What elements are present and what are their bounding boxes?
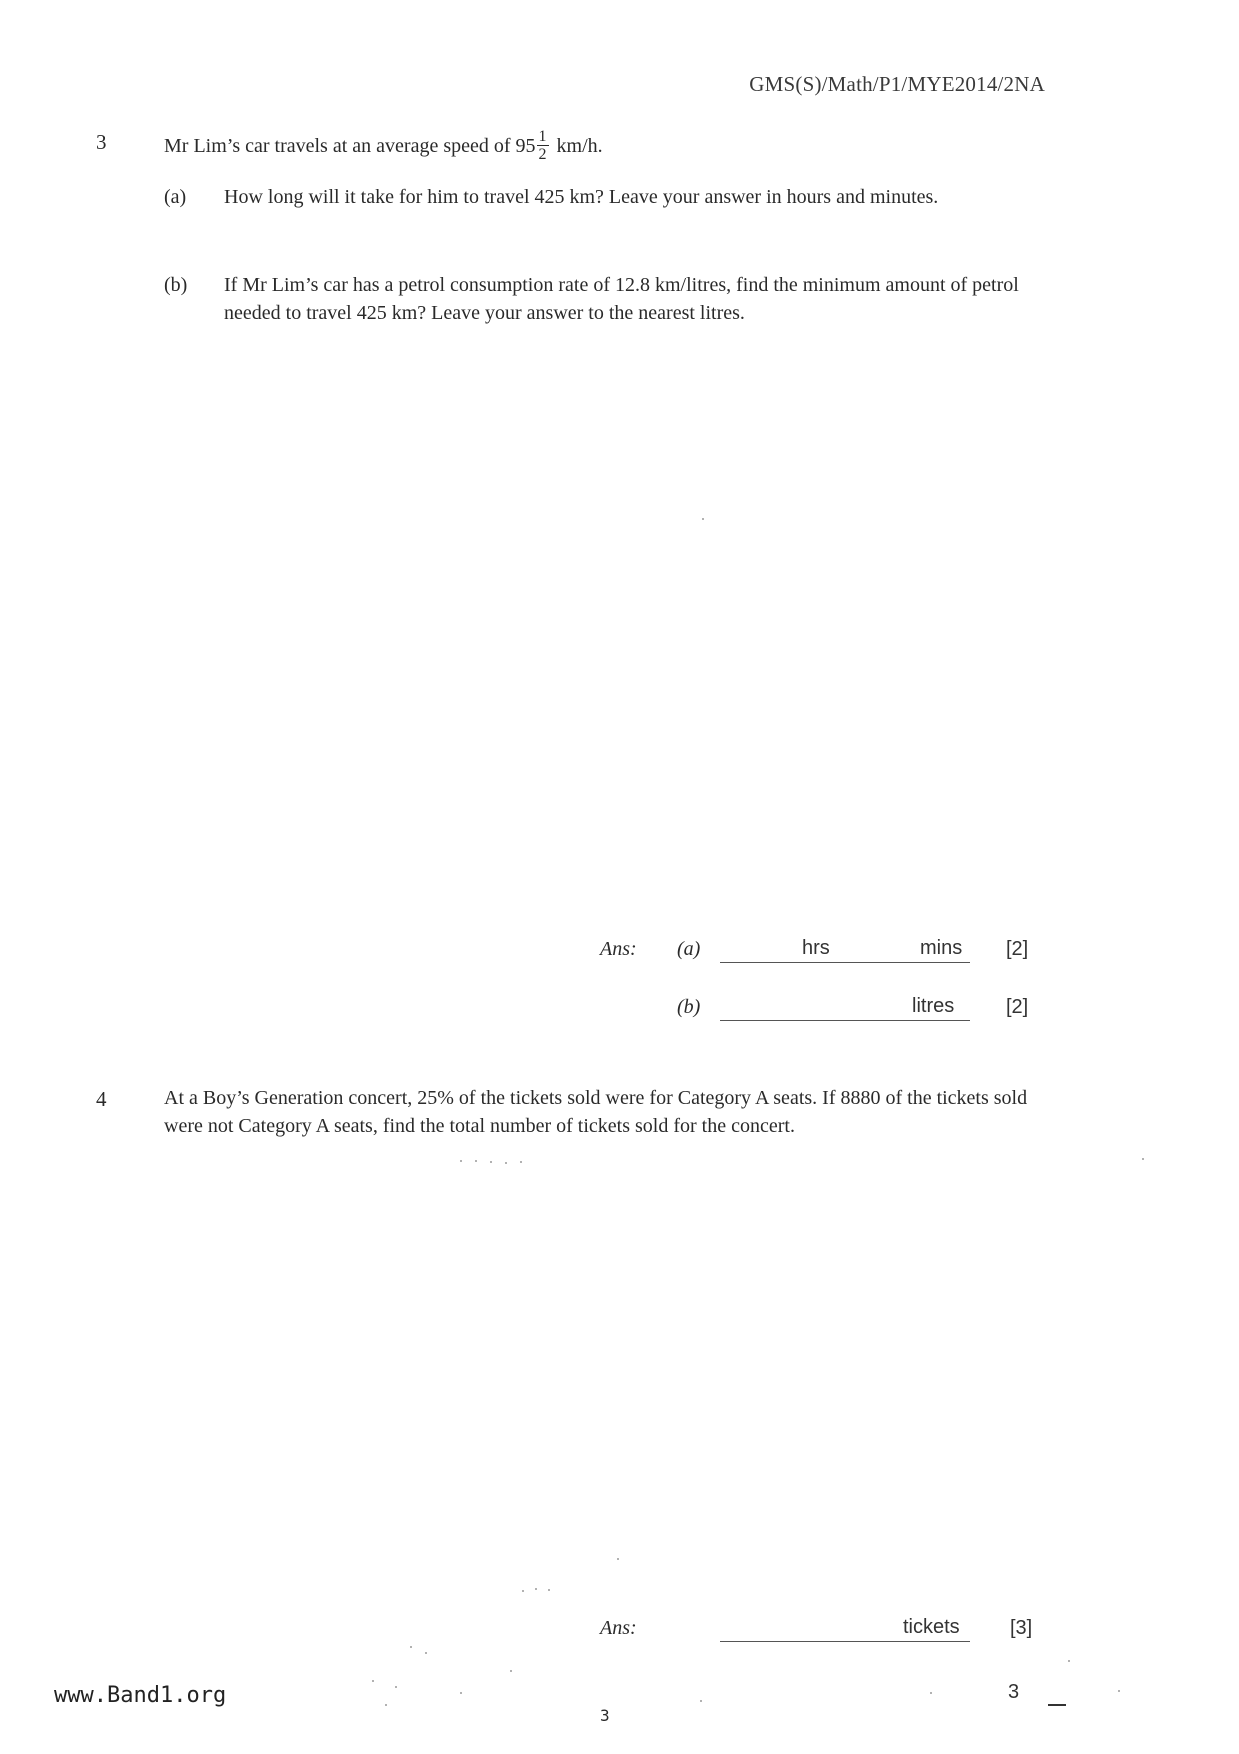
scan-mark xyxy=(1048,1704,1066,1706)
question-3a-label: (a) xyxy=(164,186,187,208)
scan-speck xyxy=(505,1162,507,1164)
fraction-denominator: 2 xyxy=(538,146,547,163)
scan-speck xyxy=(475,1160,477,1162)
scan-speck xyxy=(385,1704,387,1706)
question-4-ans-tickets: tickets xyxy=(903,1616,960,1638)
question-3-stem-before: Mr Lim’s car travels at an average speed of 95 xyxy=(164,135,536,158)
speed-fraction xyxy=(537,128,549,163)
question-3b-label: (b) xyxy=(164,274,188,296)
scan-speck xyxy=(702,518,704,520)
question-3-number: 3 xyxy=(96,130,107,154)
question-3-ans-a-hrs: hrs xyxy=(802,937,830,959)
scan-speck xyxy=(1142,1158,1144,1160)
scan-speck xyxy=(1068,1660,1070,1662)
scan-speck xyxy=(617,1558,619,1560)
question-3-ans-a-marks: [2] xyxy=(1006,938,1029,960)
watermark-url: www.Band1.org xyxy=(54,1683,227,1708)
scan-speck xyxy=(425,1652,427,1654)
scan-speck xyxy=(490,1161,492,1163)
question-3-ans-a-line[interactable] xyxy=(720,962,970,963)
scan-speck xyxy=(548,1589,550,1591)
scan-speck xyxy=(460,1160,462,1162)
question-3-ans-label: Ans: xyxy=(600,938,637,960)
scan-speck xyxy=(410,1646,412,1648)
scan-speck xyxy=(510,1670,512,1672)
question-4-ans-marks: [3] xyxy=(1010,1617,1033,1639)
question-3-ans-b-line[interactable] xyxy=(720,1020,970,1021)
question-3-ans-a-mins: mins xyxy=(920,937,963,959)
scan-speck xyxy=(700,1700,702,1702)
scan-speck xyxy=(372,1680,374,1682)
scan-speck xyxy=(1118,1690,1120,1692)
page-number-center: 3 xyxy=(600,1706,610,1725)
paper-code-header: GMS(S)/Math/P1/MYE2014/2NA xyxy=(749,72,1045,96)
question-4-ans-label: Ans: xyxy=(600,1617,637,1639)
scan-speck xyxy=(460,1692,462,1694)
fraction-numerator: 1 xyxy=(538,128,547,145)
page-number-right: 3 xyxy=(1008,1681,1020,1703)
question-3-stem xyxy=(164,130,603,165)
question-3-ans-b-marks: [2] xyxy=(1006,996,1029,1018)
scan-speck xyxy=(522,1590,524,1592)
scan-speck xyxy=(535,1588,537,1590)
scan-speck xyxy=(520,1161,522,1163)
question-3a-text: How long will it take for him to travel 425 km? Leave your answer in hours and minutes. xyxy=(224,186,939,208)
scan-speck xyxy=(395,1686,397,1688)
question-3-ans-b-label: (b) xyxy=(677,996,701,1018)
question-3b-text: If Mr Lim’s car has a petrol consumption rate of 12.8 km/litres, find the minimum amount of petrol needed to travel 425 km? Leave your answer to the nearest litres. xyxy=(224,274,1019,324)
question-3-ans-b-litres: litres xyxy=(912,995,955,1017)
scan-speck xyxy=(930,1692,932,1694)
question-3-ans-a-label: (a) xyxy=(677,938,701,960)
question-4-ans-line[interactable] xyxy=(720,1641,970,1642)
question-4-number: 4 xyxy=(96,1087,107,1111)
question-4-text: At a Boy’s Generation concert, 25% of the tickets sold were for Category A seats. If 8880 of the tickets sold were not Category A seats, find the total number of tickets sold for the concert. xyxy=(164,1087,1028,1137)
question-3-stem-after: km/h. xyxy=(556,135,603,158)
